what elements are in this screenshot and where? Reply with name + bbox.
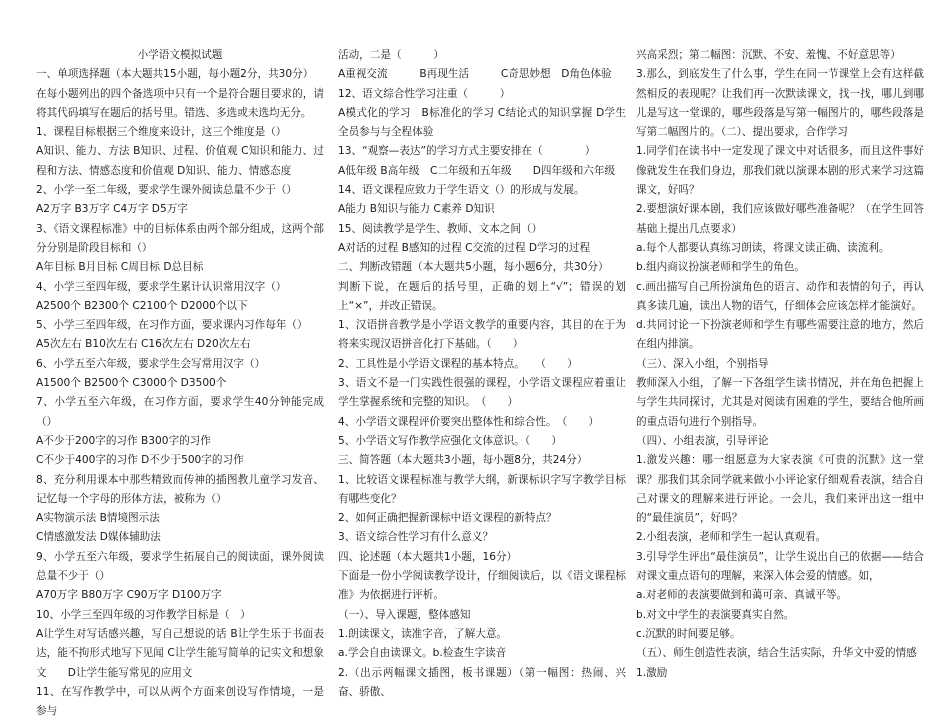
column3-paragraph: 2.要想演好课本剧，我们应该做好哪些准备呢？（在学生回答基础上提出几点要求）: [636, 203, 924, 235]
column3-paragraph: 教师深入小组，了解一下各组学生读书情况，并在角色把握上与学生共同探讨，尤其是对阅读有困难的学生，要结合他所画的重点语句进行个别指导。: [636, 377, 924, 428]
column1-paragraph: 在每小题列出的四个备选项中只有一个是符合题目要求的，请将其代码填写在题后的括号里。错选、多选或未选均无分。: [36, 87, 324, 119]
column3-paragraph: b.组内商议扮演老师和学生的角色。: [636, 261, 805, 274]
column1-paragraph: 8、充分利用课本中那些精致而传神的插图教儿童学习发音、记忆每一个字母的形体方法，被称为（）: [36, 473, 324, 505]
column3-paragraph: （五）、师生创造性表演，结合生活实际，升华文中爱的情感: [636, 647, 917, 660]
column2-paragraph: A能力 B知识与能力 C素养 D知识: [338, 203, 495, 216]
exam-title: 小学语文模拟试题: [137, 49, 223, 61]
column2-paragraph: A模式化的学习 B标准化的学习 C结论式的知识掌握 D学生全员参与与全程体验: [338, 106, 626, 139]
column3-paragraph: 1.激励: [636, 666, 668, 679]
column1-paragraph: A2万字 B3万字 C4万字 D5万字: [36, 203, 188, 216]
column2-paragraph: 14、语文课程应致力于学生语文（）的形成与发展。: [338, 184, 585, 197]
column3-paragraph: d.共同讨论一下扮演老师和学生有哪些需要注意的地方，然后在组内排演。: [636, 319, 924, 351]
column2-paragraph: A对话的过程 B感知的过程 C交流的过程 D学习的过程: [338, 241, 591, 254]
column3-paragraph: b.对文中学生的表演要真实自然。: [636, 608, 795, 621]
column3-paragraph: c.沉默的时间要足够。: [636, 627, 741, 640]
column3-paragraph: （四）、小组表演，引导评论: [636, 434, 769, 447]
column1-paragraph: 11、在写作教学中，可以从两个方面来创设写作情境，一是参与: [36, 685, 324, 718]
column2-paragraph: 1.朗读课文，读准字音，了解大意。: [338, 627, 508, 640]
column2-paragraph: 1、汉语拼音教学是小学语文教学的重要内容，其目的在于为将来实现汉语拼音化打下基础。（ ）: [338, 319, 626, 351]
column1-paragraph: 4、小学三至四年级，要求学生累计认识常用汉字（）: [36, 280, 287, 293]
column-middle: [338, 46, 626, 702]
column1-paragraph: A70万字 B80万字 C90万字 D100万字: [36, 589, 222, 602]
column1-paragraph: C不少于400字的习作 D不少于500字的习作: [36, 454, 244, 467]
column-right: [636, 46, 924, 683]
column1-paragraph: 9、小学五至六年级，要求学生拓展自己的阅读面，课外阅读总量不少于（）: [36, 550, 324, 583]
column3-paragraph: （三）、深入小组，个别指导: [636, 357, 769, 370]
column2-paragraph: 三、简答题（本大题共3小题，每小题8分，共24分）: [338, 454, 588, 467]
column1-paragraph: 6、小学五至六年级，要求学生会写常用汉字（）: [36, 357, 266, 370]
column2-paragraph: 二、判断改错题（本大题共5小题，每小题6分，共30分）: [338, 261, 609, 274]
column1-paragraph: 10、小学三至四年级的习作教学目标是（ ）: [36, 608, 251, 621]
column2-paragraph: a.学会自由读课文。b.检查生字读音: [338, 647, 507, 660]
column1-paragraph: A5次左右 B10次左右 C16次左右 D20次左右: [36, 338, 251, 351]
column3-paragraph: 2.小组表演，老师和学生一起认真观看。: [636, 531, 827, 544]
column2-paragraph: 活动，二是（ ）: [338, 49, 444, 61]
column3-paragraph: 1.同学们在读书中一定发现了课文中对话很多，而且这件事好像就发生在我们身边，那我们就以演课本剧的形式来学习这篇课文，好吗？: [636, 145, 924, 197]
column1-paragraph: C情感激发法 D媒体辅助法: [36, 531, 161, 544]
column2-paragraph: A低年级 B高年级 C二年级和五年级 D四年级和六年级: [338, 164, 616, 177]
column3-paragraph: a.对老师的表演要做到和蔼可亲、真诚平等。: [636, 589, 848, 602]
column2-paragraph: 下面是一份小学阅读教学设计，仔细阅读后，以《语文课程标准》为依据进行评析。: [338, 570, 626, 602]
column1-paragraph: A不少于200字的习作 B300字的习作: [36, 434, 211, 447]
column1-paragraph: 7、小学五至六年级，在习作方面，要求学生40分钟能完成（）: [36, 396, 324, 428]
column3-paragraph: 3.那么，到底发生了什么事，学生在同一节课堂上会有这样截然相反的表现呢？让我们再一次默读课文，找一找，哪儿到哪儿是写这一堂课的，哪些段落是写第一幅图片的，哪些段落是写第二幅图片的。（二）、提出要求，合作学习: [636, 68, 924, 139]
column1-paragraph: A年目标 B月目标 C周目标 D总目标: [36, 261, 204, 274]
column1-paragraph: A实物演示法 B情境图示法: [36, 512, 160, 525]
column2-paragraph: 15、阅读教学是学生、教师、文本之间（）: [338, 222, 543, 235]
column2-paragraph: 2.（出示两幅课文插图，板书课题）（第一幅图：热闹、兴奋、骄傲、: [338, 666, 626, 698]
column3-paragraph: 3.引导学生评出“最佳演员”，让学生说出自己的依据——结合对课文重点语句的理解，来深入体会爱的情感。如，: [636, 550, 924, 583]
column1-paragraph: A1500个 B2500个 C3000个 D3500个: [36, 377, 227, 390]
column2-paragraph: 3、语文综合性学习有什么意义？: [338, 531, 494, 544]
column2-paragraph: A重视交流 B再现生活 C奇思妙想 D角色体验: [338, 68, 612, 81]
column2-paragraph: 3、语文不是一门实践性很强的课程，小学语文课程应着重让学生掌握系统和完整的知识。 （ ）: [338, 377, 626, 409]
column1-paragraph: 5、小学三至四年级，在习作方面，要求课内习作每年（）: [36, 319, 308, 332]
column3-paragraph: 兴高采烈；第二幅图：沉默、不安、羞愧、不好意思等）: [636, 49, 901, 61]
column1-paragraph: A知识、能力、方法 B知识、过程、价值观 C知识和能力、过程和方法、情感态度和价值观 D知识、能力、情感态度: [36, 145, 324, 177]
column2-paragraph: 判断下说，在题后的括号里，正确的划上“√”；错误的划上“×”，并改正错误。: [338, 280, 626, 312]
column-left: [36, 46, 324, 721]
column1-paragraph: 1、课程目标根据三个维度来设计，这三个维度是（）: [36, 126, 287, 139]
column2-paragraph: 1、比较语文课程标准与教学大纲，新课标识字写字教学目标有哪些变化？: [338, 473, 626, 505]
column1-paragraph: 2、小学一至二年级，要求学生课外阅读总量不少于（）: [36, 184, 297, 197]
column2-paragraph: （一）、导入课题，整体感知: [338, 608, 471, 621]
column1-paragraph: A2500个 B2300个 C2100个 D2000个以下: [36, 299, 248, 312]
column2-paragraph: 13、“观察—表达”的学习方式主要安排在（ ）: [338, 145, 596, 158]
column3-paragraph: c.画出描写自己所扮演角色的语言、动作和表情的句子，再认真多读几遍，读出人物的语气，仔细体会应该怎样才能演好。: [636, 280, 924, 312]
column1-paragraph: 3、《语文课程标准》中的目标体系由两个部分组成，这两个部分分别是阶段目标和（）: [36, 222, 324, 254]
column3-paragraph: a.每个人都要认真练习朗读，将课文读正确、读流利。: [636, 241, 890, 254]
column1-paragraph: A让学生对写话感兴趣，写自己想说的话 B让学生乐于书面表达，能不拘形式地写下见闻 C让学生能写简单的记实文和想象文 D让学生能写常见的应用文: [36, 627, 324, 679]
column2-paragraph: 四、论述题（本大题共1小题，16分）: [338, 550, 518, 563]
column2-paragraph: 5、小学语文写作教学应强化文体意识。（ ）: [338, 434, 562, 447]
column2-paragraph: 4、小学语文课程评价要突出整体性和综合性。 （ ）: [338, 415, 599, 428]
column1-paragraph: 一、单项选择题（本大题共15小题，每小题2分，共30分）: [36, 68, 314, 81]
column2-paragraph: 12、语文综合性学习注重（ ）: [338, 87, 511, 100]
column2-paragraph: 2、如何正确把握新课标中语文课程的新特点？: [338, 512, 557, 525]
column3-paragraph: 1.激发兴趣：哪一组愿意为大家表演《可贵的沉默》这一堂课？那我们其余同学就来做小小评论家仔细观看表演，结合自己对课文的理解来进行评论。一会儿，我们来评出这一组中的“最佳演员”，好吗？: [636, 454, 924, 525]
column2-paragraph: 2、工具性是小学语文课程的基本特点。 （ ）: [338, 357, 578, 370]
